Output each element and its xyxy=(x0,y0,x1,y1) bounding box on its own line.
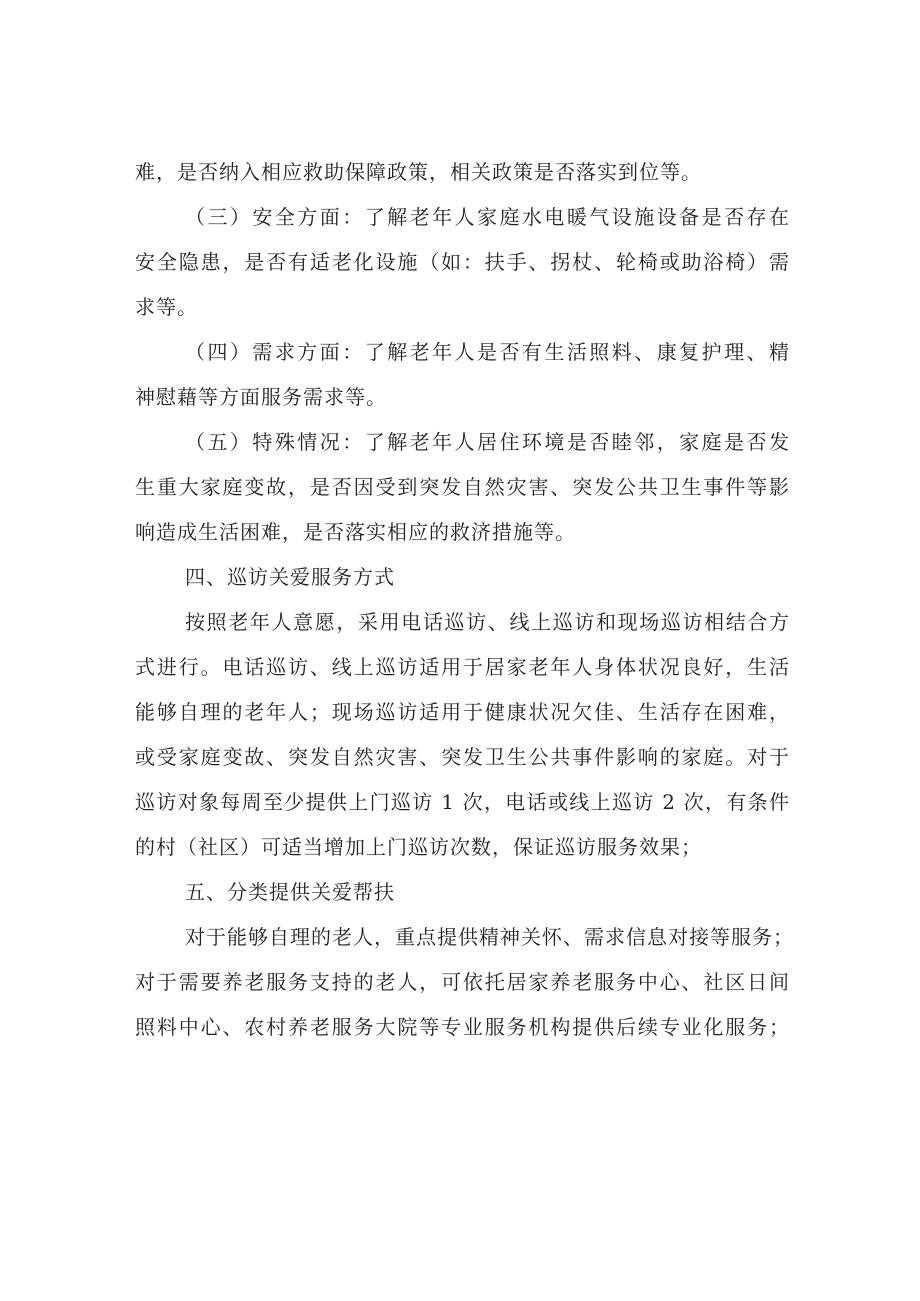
text-line: 照料中心、农村养老服务大院等专业服务机构提供后续专业化服务； xyxy=(135,1015,790,1039)
paragraph-continuation xyxy=(135,150,790,195)
document-body xyxy=(135,150,794,1050)
text-line: 巡访对象每周至少提供上门巡访 1 次，电话或线上巡访 2 次，有条件 xyxy=(135,790,790,814)
section-heading-visit-methods: 四、巡访关爱服务方式 xyxy=(185,565,395,589)
text-line: 求等。 xyxy=(135,295,198,319)
text-line: （四）需求方面：了解老年人是否有生活照料、康复护理、精 xyxy=(185,340,790,364)
paragraph-visit-methods xyxy=(135,600,790,870)
text-line: 神慰藉等方面服务需求等。 xyxy=(135,385,387,409)
text-line: （五）特殊情况：了解老年人居住环境是否睦邻，家庭是否发 xyxy=(185,430,790,454)
text-line: 生重大家庭变故，是否因受到突发自然灾害、突发公共卫生事件等影 xyxy=(135,475,790,499)
text-line: 或受家庭变故、突发自然灾害、突发卫生公共事件影响的家庭。对于 xyxy=(135,745,790,769)
text-line: 安全隐患，是否有适老化设施（如：扶手、拐杖、轮椅或助浴椅）需 xyxy=(135,250,790,274)
text-line: 式进行。电话巡访、线上巡访适用于居家老年人身体状况良好，生活 xyxy=(135,655,790,679)
text-line: 难，是否纳入相应救助保障政策，相关政策是否落实到位等。 xyxy=(135,160,702,184)
paragraph-needs xyxy=(135,330,790,420)
text-line: 对于能够自理的老人，重点提供精神关怀、需求信息对接等服务； xyxy=(185,925,794,949)
paragraph-safety xyxy=(135,195,790,330)
section-heading-categorized-assistance: 五、分类提供关爱帮扶 xyxy=(185,880,395,904)
text-line: （三）安全方面：了解老年人家庭水电暖气设施设备是否存在 xyxy=(185,205,790,229)
text-line: 按照老年人意愿，采用电话巡访、线上巡访和现场巡访相结合方 xyxy=(185,610,790,634)
text-line: 的村（社区）可适当增加上门巡访次数，保证巡访服务效果； xyxy=(135,835,702,859)
text-line: 对于需要养老服务支持的老人，可依托居家养老服务中心、社区日间 xyxy=(135,970,790,994)
paragraph-categorized-assistance xyxy=(135,915,794,1050)
text-line: 能够自理的老年人；现场巡访适用于健康状况欠佳、生活存在困难， xyxy=(135,700,790,724)
text-line: 响造成生活困难，是否落实相应的救济措施等。 xyxy=(135,520,576,544)
paragraph-special-circumstances xyxy=(135,420,790,555)
